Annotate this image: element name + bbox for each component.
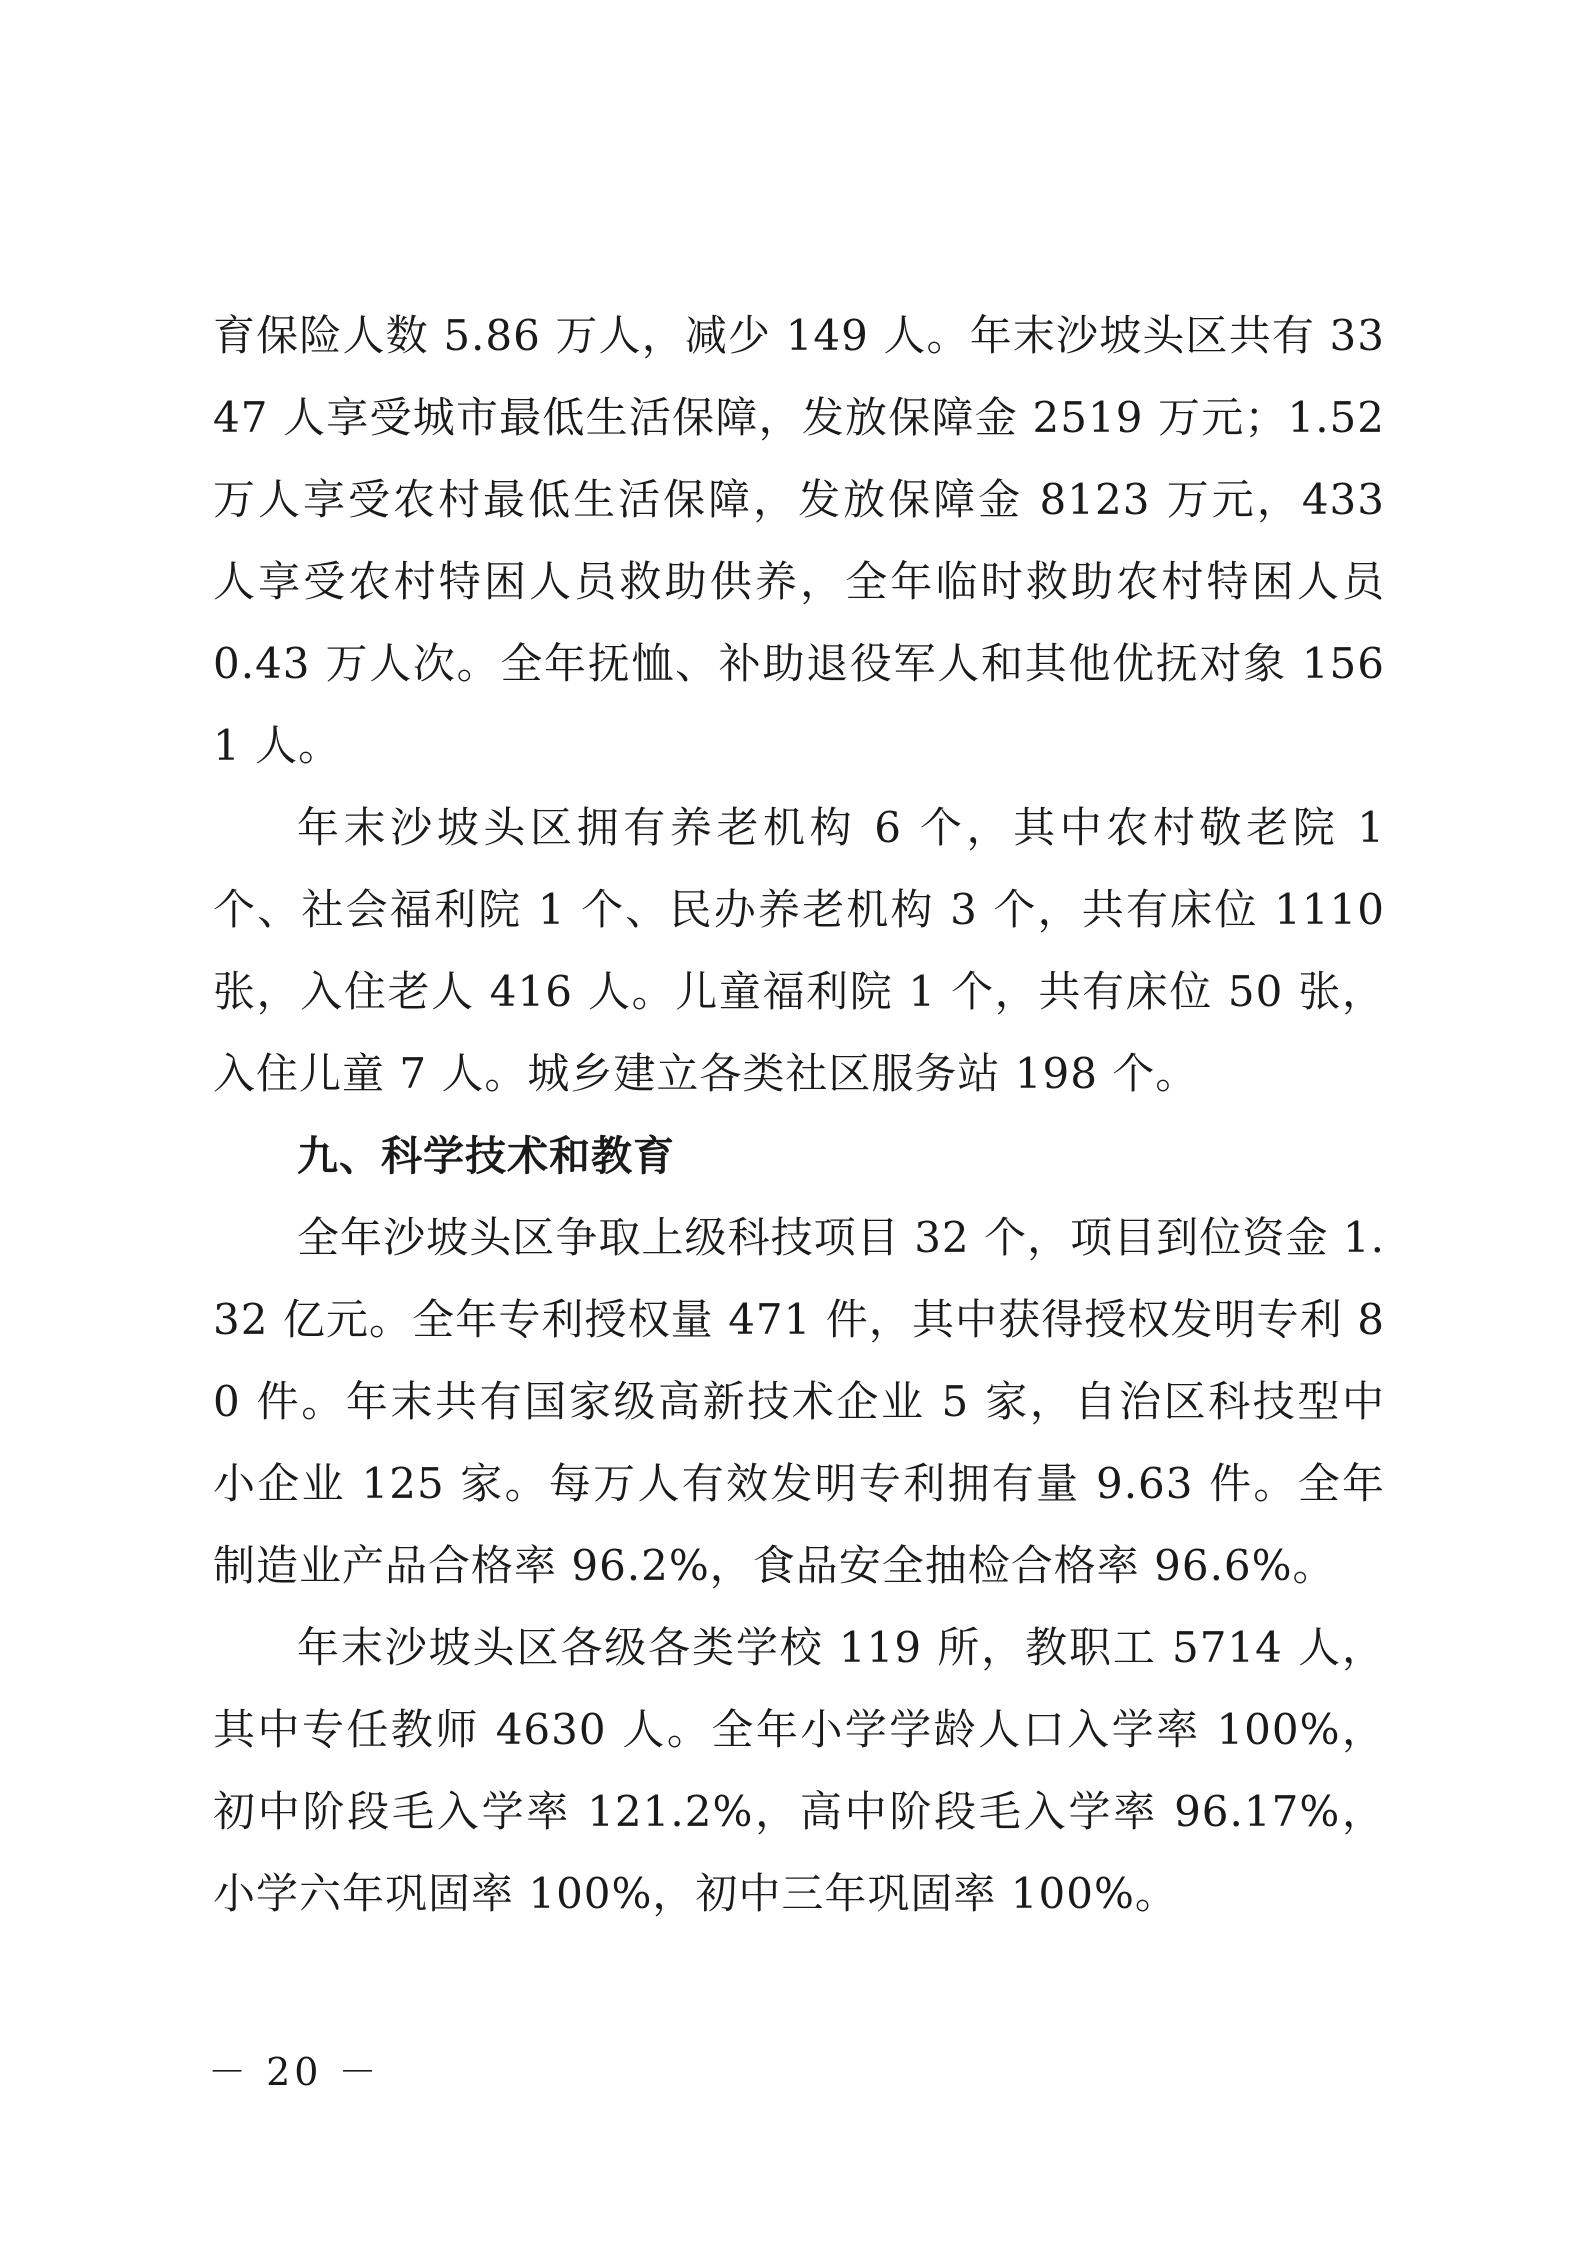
paragraph-science-technology: 全年沙坡头区争取上级科技项目 32 个，项目到位资金 1.32 亿元。全年专利授权量 471 件，其中获得授权发明专利 80 件。年末共有国家级高新技术企业 5 家，自治区科技型中小企业 125 家。每万人有效发明专利拥有量 9.63 件。全年制造业产品合格率 96.2%，食品安全抽检合格率 96.6%。 xyxy=(213,1213,1385,1590)
section-heading-science-education: 九、科学技术和教育 xyxy=(297,1132,675,1180)
document-body xyxy=(213,295,1385,1935)
paragraph-social-security: 育保险人数 5.86 万人，减少 149 人。年末沙坡头区共有 3347 人享受城市最低生活保障，发放保障金 2519 万元；1.52 万人享受农村最低生活保障，发放保障金 8123 万元，433 人享受农村特困人员救助供养，全年临时救助农村特困人员 0.43 万人次。全年抚恤、补助退役军人和其他优抚对象 1561 人。 xyxy=(213,311,1385,770)
paragraph-education: 年末沙坡头区各级各类学校 119 所，教职工 5714 人，其中专任教师 4630 人。全年小学学龄人口入学率 100%，初中阶段毛入学率 121.2%，高中阶段毛入学率 96.17%，小学六年巩固率 100%，初中三年巩固率 100%。 xyxy=(213,1623,1385,1918)
page-number: － 20 － xyxy=(208,2050,381,2094)
paragraph-elderly-care: 年末沙坡头区拥有养老机构 6 个，其中农村敬老院 1 个、社会福利院 1 个、民办养老机构 3 个，共有床位 1110 张，入住老人 416 人。儿童福利院 1 个，共有床位 50 张，入住儿童 7 人。城乡建立各类社区服务站 198 个。 xyxy=(213,803,1385,1098)
